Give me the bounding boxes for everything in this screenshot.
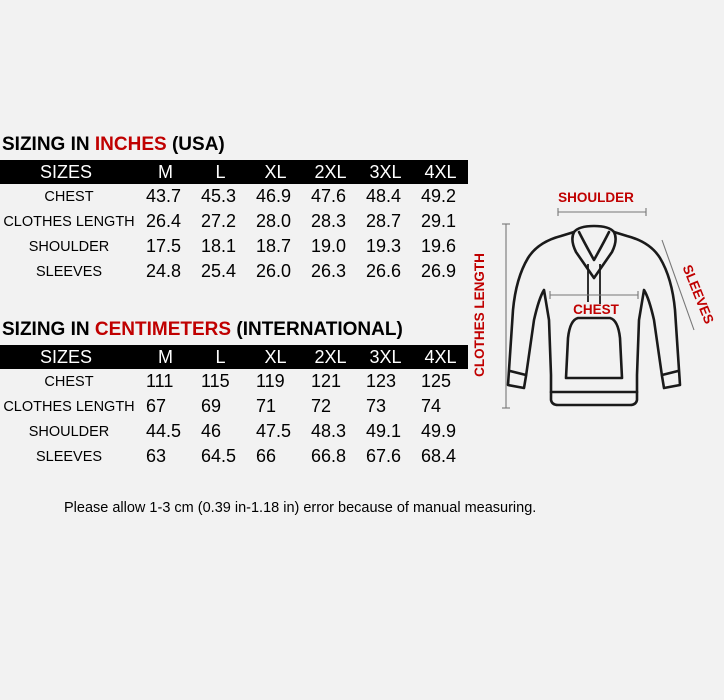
size-header: L [215,161,226,182]
size-header: L [215,346,226,367]
shoulder-label: SHOULDER [558,190,634,205]
size-header: 3XL [369,161,402,182]
table-cell: 19.3 [366,236,402,256]
table-cell: 69 [201,396,222,416]
size-header: XL [264,346,287,367]
table-cell: 49.2 [421,186,457,206]
row-label: CHEST [44,188,94,205]
row-label: CLOTHES LENGTH [3,213,135,230]
size-header: 4XL [424,161,457,182]
table-cell: 49.1 [366,421,402,441]
table-row [0,234,468,259]
inches-title: SIZING IN INCHES (USA) [2,134,225,155]
size-header: M [158,161,173,182]
table-cell: 68.4 [421,446,457,466]
sleeves-label: SLEEVES [679,262,717,326]
hoodie-measurement-diagram [466,180,724,420]
size-header: 2XL [314,346,347,367]
table-cell: 123 [366,371,397,391]
table-cell: 18.1 [201,236,237,256]
table-row [0,184,468,209]
row-label: SLEEVES [35,448,103,465]
sizes-header: SIZES [39,346,92,367]
row-label: CHEST [44,373,94,390]
table-cell: 26.0 [256,261,292,281]
table-cell: 26.6 [366,261,402,281]
centimeters-title: SIZING IN CENTIMETERS (INTERNATIONAL) [2,319,403,340]
table-row [0,444,468,469]
table-cell: 43.7 [146,186,182,206]
table-cell: 64.5 [201,446,237,466]
size-header: 2XL [314,161,347,182]
table-cell: 26.4 [146,211,182,231]
table-cell: 72 [311,396,332,416]
hoodie-icon [466,180,724,420]
chest-label: CHEST [573,302,619,317]
table-cell: 28.3 [311,211,347,231]
table-row [0,419,468,444]
table-cell: 28.0 [256,211,292,231]
table-cell: 49.9 [421,421,457,441]
table-cell: 125 [421,371,452,391]
row-label: SHOULDER [28,423,110,440]
table-cell: 73 [366,396,387,416]
size-header: XL [264,161,287,182]
table-cell: 48.4 [366,186,402,206]
table-cell: 19.0 [311,236,347,256]
table-cell: 66 [256,446,277,466]
table-header-row [0,345,468,369]
table-header-row [0,160,468,184]
table-cell: 47.6 [311,186,347,206]
table-cell: 29.1 [421,211,457,231]
size-header: M [158,346,173,367]
table-cell: 28.7 [366,211,402,231]
size-header: 4XL [424,346,457,367]
measurement-note: Please allow 1-3 cm (0.39 in-1.18 in) error because of manual measuring. [64,500,537,516]
table-cell: 115 [201,371,230,391]
table-cell: 121 [311,371,342,391]
size-header: 3XL [369,346,402,367]
table-cell: 19.6 [421,236,457,256]
inches-size-table [0,160,468,284]
table-cell: 26.3 [311,261,347,281]
table-cell: 46.9 [256,186,292,206]
clothes-length-label: CLOTHES LENGTH [472,253,487,377]
table-cell: 44.5 [146,421,182,441]
table-cell: 27.2 [201,211,237,231]
row-label: SHOULDER [28,238,110,255]
sizes-header: SIZES [39,161,92,182]
table-cell: 48.3 [311,421,347,441]
table-row [0,369,468,394]
table-row [0,394,468,419]
table-cell: 18.7 [256,236,292,256]
table-cell: 17.5 [146,236,182,256]
table-cell: 63 [146,446,167,466]
table-cell: 24.8 [146,261,182,281]
table-cell: 67 [146,396,167,416]
table-cell: 71 [256,396,277,416]
table-cell: 26.9 [421,261,457,281]
table-row [0,209,468,234]
table-cell: 119 [256,371,285,391]
table-cell: 66.8 [311,446,347,466]
table-cell: 111 [146,371,174,391]
row-label: SLEEVES [35,263,103,280]
table-cell: 74 [421,396,442,416]
row-label: CLOTHES LENGTH [3,398,135,415]
table-row [0,259,468,284]
table-cell: 45.3 [201,186,237,206]
table-cell: 47.5 [256,421,292,441]
table-cell: 25.4 [201,261,237,281]
centimeters-size-table [0,345,468,469]
table-cell: 46 [201,421,222,441]
table-cell: 67.6 [366,446,402,466]
